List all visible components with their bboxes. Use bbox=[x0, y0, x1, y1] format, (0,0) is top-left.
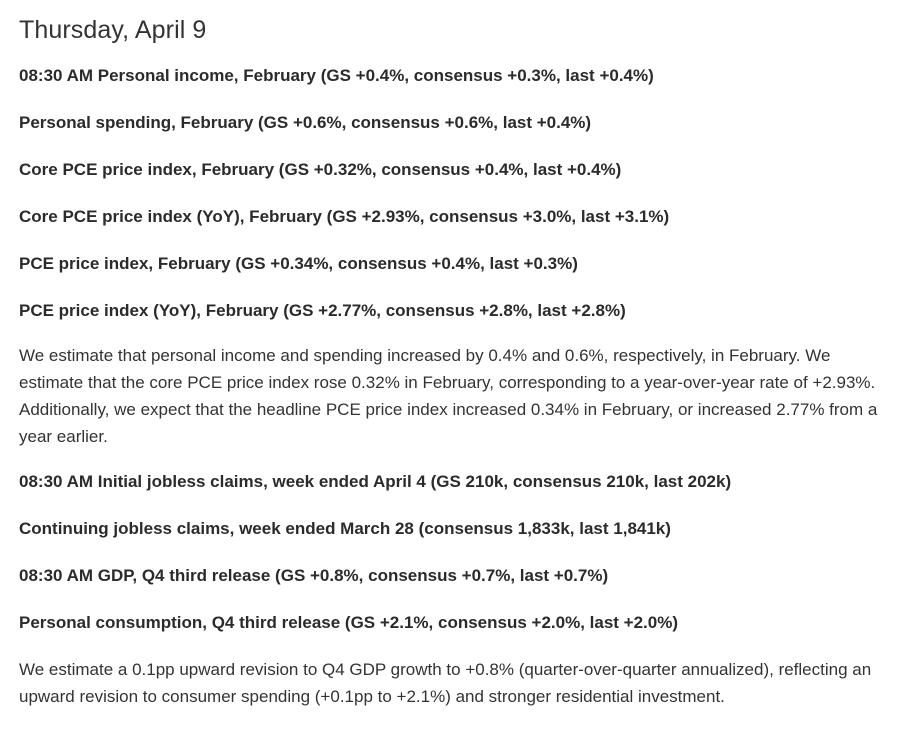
release-personal-income: 08:30 AM Personal income, February (GS +0.4%, consensus +0.3%, last +0.4%) bbox=[19, 66, 654, 85]
commentary-pce: We estimate that personal income and spending increased by 0.4% and 0.6%, respectively, in February. We estimate that the core PCE price index rose 0.32% in February, corresponding to a year-over-year rate of +2.93%. Additionally, we expect that the headline PCE price index increased 0.34% in February, or increased 2.77% from a year earlier. bbox=[19, 346, 878, 446]
commentary-gdp: We estimate a 0.1pp upward revision to Q4 GDP growth to +0.8% (quarter-over-quarter annualized), reflecting an upward revision to consumer spending (+0.1pp to +2.1%) and stronger residential investment. bbox=[19, 660, 872, 706]
release-personal-spending: Personal spending, February (GS +0.6%, consensus +0.6%, last +0.4%) bbox=[19, 113, 592, 132]
release-core-pce-yoy: Core PCE price index (YoY), February (GS +2.93%, consensus +3.0%, last +3.1%) bbox=[19, 207, 670, 226]
release-initial-claims: 08:30 AM Initial jobless claims, week ended April 4 (GS 210k, consensus 210k, last 202k) bbox=[19, 472, 732, 491]
release-pce-mom: PCE price index, February (GS +0.34%, consensus +0.4%, last +0.3%) bbox=[19, 254, 578, 273]
release-personal-consumption-q4: Personal consumption, Q4 third release (GS +2.1%, consensus +2.0%, last +2.0%) bbox=[19, 613, 678, 632]
release-core-pce-mom: Core PCE price index, February (GS +0.32%, consensus +0.4%, last +0.4%) bbox=[19, 160, 622, 179]
release-pce-yoy: PCE price index (YoY), February (GS +2.77%, consensus +2.8%, last +2.8%) bbox=[19, 301, 626, 320]
date-heading: Thursday, April 9 bbox=[19, 16, 207, 44]
release-continuing-claims: Continuing jobless claims, week ended March 28 (consensus 1,833k, last 1,841k) bbox=[19, 519, 671, 538]
release-gdp-q4: 08:30 AM GDP, Q4 third release (GS +0.8%, consensus +0.7%, last +0.7%) bbox=[19, 566, 609, 585]
